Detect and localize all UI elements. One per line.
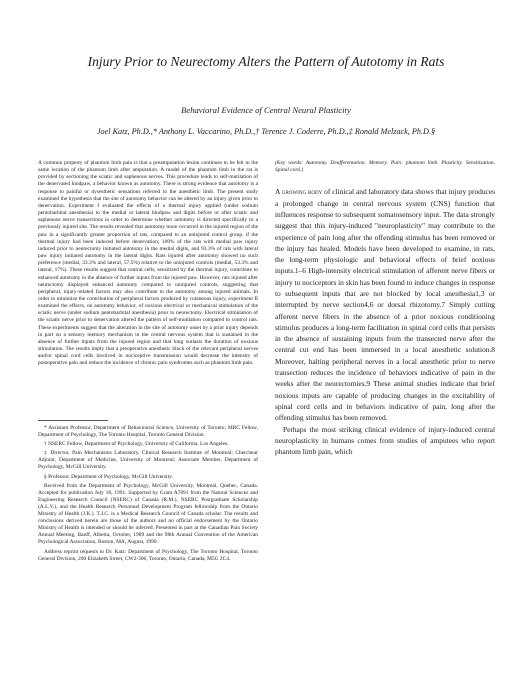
footnote: Address reprint requests to Dr. Katz: Department of Psychology, The Toronto Hospital, Toronto General Division, 200 Elizabeth Street, CW2-306, Toronto, Ontario, Canada, M5G 2C4. — [38, 548, 258, 562]
lead-in: A growing body — [275, 187, 323, 197]
footnote: Received from the Department of Psychology, McGill University, Montreal, Quebec, Canada. Accepted for publication July 18, 1991. Supported by Grant A7891 from the Natural Sciences and Engineering Research Council (NSERC) of Canada (R.M.), NSERC Postgraduate Scholarship (A.L.V.), and the Health Research Personnel Development Program fellowship from the Ontario Ministry of Health (J.K.). T.J.C. is a Medical Research Council of Canada scholar. The results and conclusions derived herein are those of the authors and no official endorsement by the Ontario Ministry of Health is intended or should be inferred. Presented in part at the Canadian Pain Society Annual Meeting, Banff, Alberta, October, 1989 and the 98th Annual Convention of the American Psychological Association, Boston, MA, August, 1990. — [38, 482, 258, 546]
footnote-divider — [38, 420, 108, 421]
footnote: § Professor, Department of Psychology, McGill University. — [44, 473, 173, 480]
footnote: † NSERC Fellow, Department of Psychology, University of California, Los Angeles. — [44, 441, 229, 448]
footnote: * Assistant Professor, Department of Behavioural Science, University of Toronto; MRC Fellow, Department of Psychology, The Toronto Hospital, Toronto General Division. — [38, 425, 258, 439]
article-authors: Joel Katz, Ph.D.,* Anthony L. Vaccarino, Ph.D.,† Terence J. Coderre, Ph.D.,‡ Ronald Melzack, Ph.D.§ — [96, 127, 436, 136]
right-column — [275, 160, 495, 457]
body-paragraph-text: of clinical and laboratory data shows that injury produces a prolonged change in central nervous system (CNS) function that influences response to subsequent somatosensory input. The data strongly suggest that this injury-induced "neuroplasticity" may contribute to the experience of pain long after the offending stimulus has been removed or the injury has healed. Models have been developed to examine, in rats, the long-term physiologic and behavioral effects of brief noxious inputs.1–6 High-intensity electrical stimulation of afferent nerve fibers or injury to nociceptors in skin has been found to induce changes in response to subsequent inputs that are not blocked by local anesthesia1,3 or interrupted by nerve section4,6 or dorsal rhizotomy.7 Simply cutting afferent nerve fibers in the absence of a prior noxious conditioning stimulus produces a long-term facilitation in spinal cord cells that persists in the absence of sustaining inputs from the transected nerve after the central cut end has been immersed in a local anesthetic solution.8 Moreover, halting peripheral nerves in a local anesthetic prior to nerve transection reduces the incidence of behaviors indicative of pain in the weeks after the neurectomies.9 These animal studies indicate that brief noxious inputs are capable of producing changes in the excitability of spinal cord cells and in behaviors indicative of pain, long after the offending stimulus has been removed. — [275, 187, 495, 423]
left-column — [38, 160, 258, 368]
article-subtitle: Behavioral Evidence of Central Neural Plasticity — [181, 105, 351, 115]
footnotes — [38, 414, 258, 563]
body-paragraph — [275, 186, 495, 423]
keywords: (Key words: Autotomy. Deafferentation. Memory. Pain: phantom limb. Plasticity. Sensitization. Spinal cord.) — [275, 160, 495, 174]
body-paragraph: Perhaps the most striking clinical evidence of injury-induced central neuroplasticity in humans comes from studies of amputees who report phantom limb pain, which — [275, 424, 495, 457]
abstract: A common property of phantom limb pain is that a preamputation lesion continues to be felt in the same location of the phantom limb after amputation. A model of the phantom limb in the rat is provided by sectioning the sciatic and saphenous nerves. This procedure leads to self-mutilation of the denervated hindpaw, a behavior known as autotomy. There is strong evidence that autotomy is a response to painful or dysesthetic sensations referred to the anesthetic limb. The present study examined the hypothesis that the site of autotomy behavior can be altered by an injury given prior to denervation. Experiment I evaluated the effects of a thermal injury applied (under sodium pentobarbital anesthesia) to the medial or lateral hindpaw and digits before or after sciatic and saphenous nerve transections in order to determine whether autotomy is directed specifically to a previously injured site. The results revealed that autotomy more occurred in the injured region of the paw in a significantly greater proportion of rats, compared to an uninjured control group, if the thermal injury had been induced before denervation; 100% of the rats with medial paw injury induced prior to neurectomy initiated autotomy in the medial digits, and 93.3% of rats with lateral paw injury initiated autotomy in the lateral digits. Rats injured after autotomy showed no such preference (medial, 33.3% and lateral, 57.5%) relative to the uninjured controls (medial, 53.3% and lateral, 17%). These results suggest that central cells, sensitized by the thermal injury, contribute to enhanced autotomy in the absence of further inputs from the injured paw. However, rats injured after neurectomy displayed enhanced autotomy compared to uninjured controls, suggesting that peripheral, injury-related factors may also contribute to the autotomy among injured animals. In order to minimize the contribution of peripheral factors produced by cutaneous injury, experiment II examined the effects, on autotomy behavior, of noxious electrical or mechanical stimulation of the sciatic nerve (under sodium pentobarbital anesthesia) prior to neurectomy. Electrical stimulation of the sciatic nerve prior to denervation altered the pattern of self-mutilation compared to control rats. These experiments suggest that the alteration in the site of autotomy onset by a prior injury depends in part on a sensory memory mechanism in the central nervous system that is sustained in the absence of further inputs from the injured region and that long outlasts the duration of noxious stimulation. The results imply that a preoperative anesthetic block of the relevant peripheral nerves and/or spinal cord cells involved in nociceptive transmission would decrease the intensity of postoperative pain and reduce the incidence of chronic pain syndromes such as phantom limb pain. — [38, 160, 258, 367]
article-title: Injury Prior to Neurectomy Alters the Pattern of Autotomy in Rats — [87, 54, 445, 69]
footnote: ‡ Director, Pain Mechanisms Laboratory, Clinical Research Institute of Montreal; Chercheur Adjoint, Department of Medicine, University of Montreal; Associate Member, Department of Psychology, McGill University. — [38, 450, 258, 471]
